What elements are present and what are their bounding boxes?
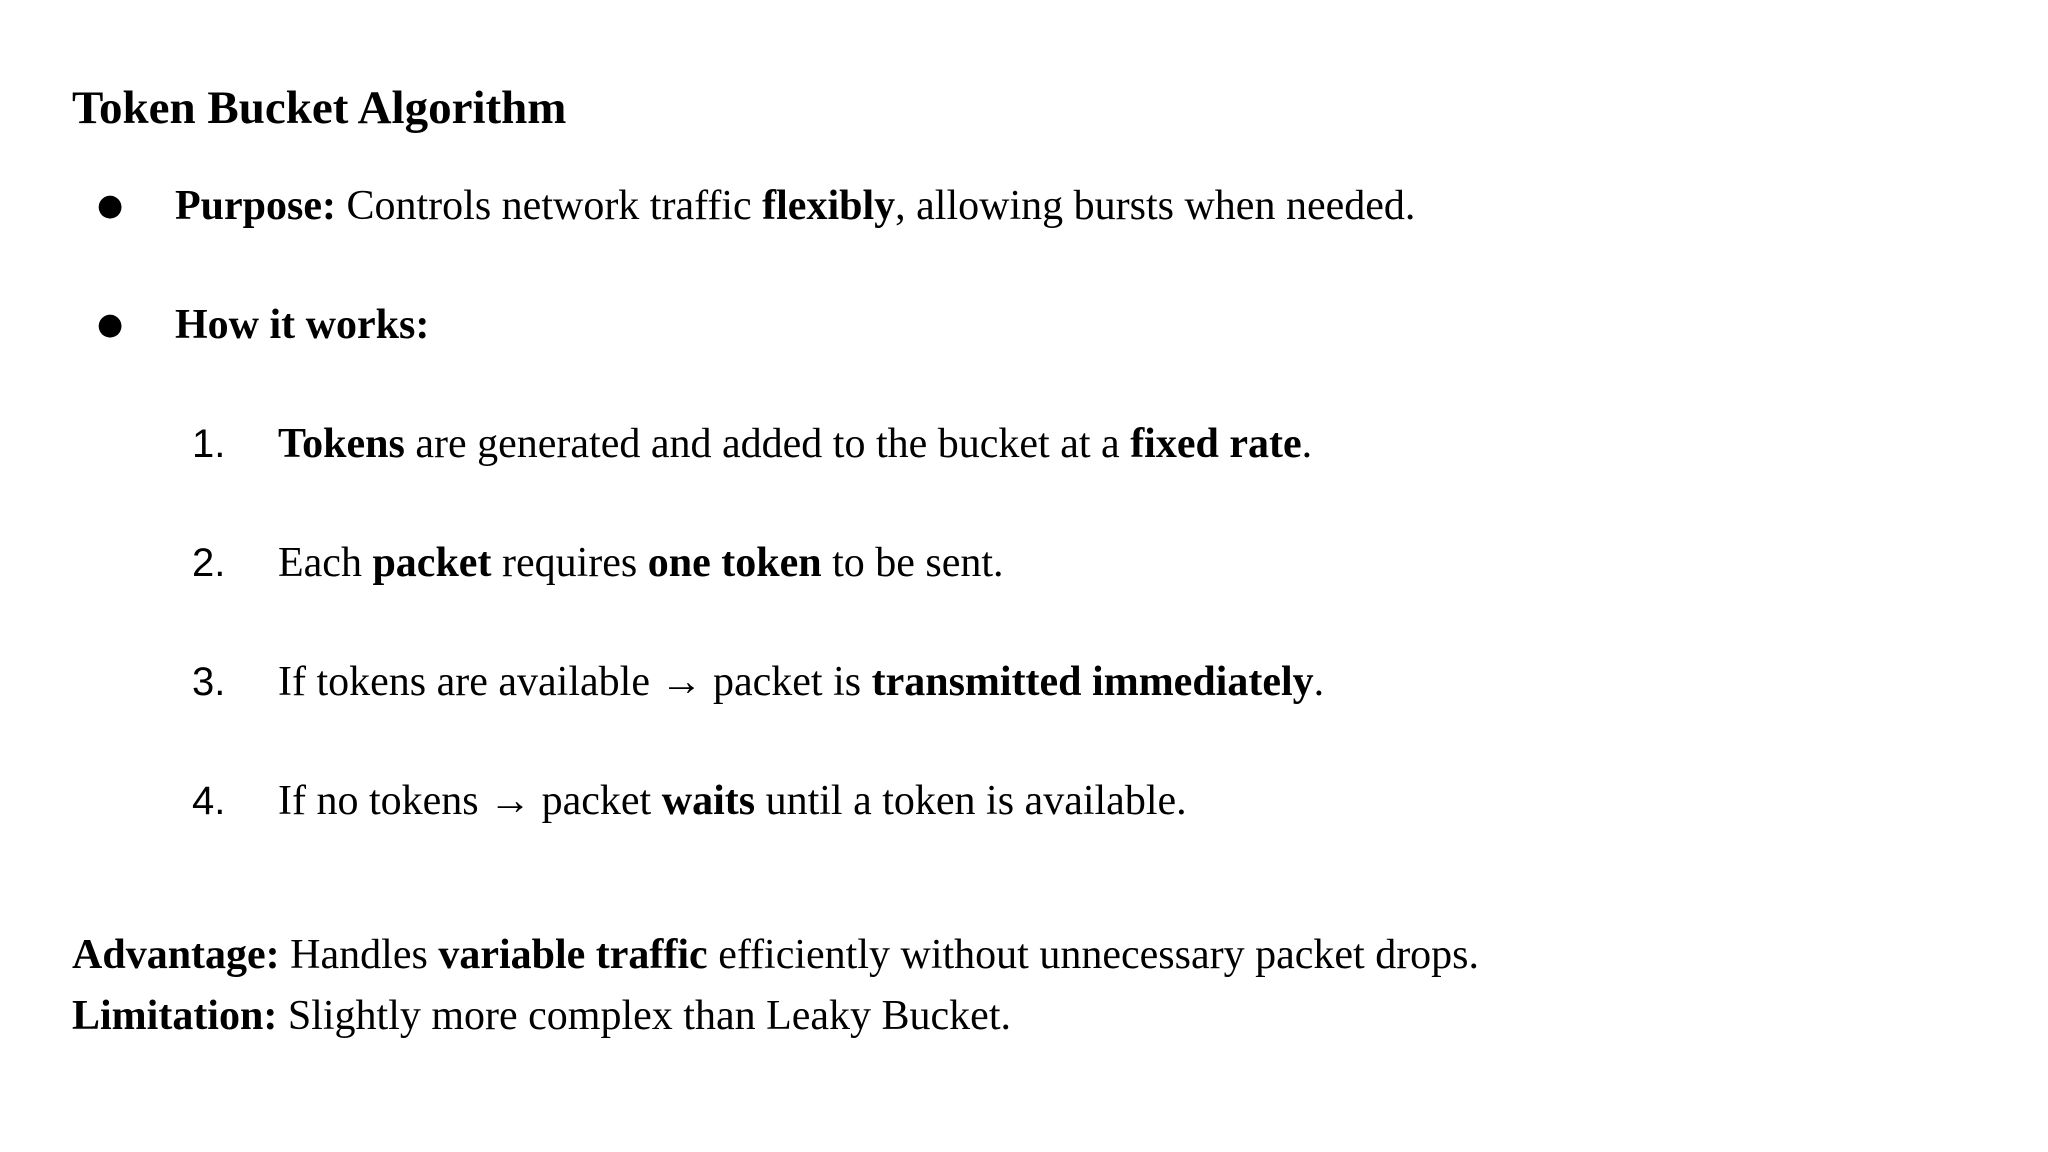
limitation-label: Limitation: (72, 993, 278, 1039)
advantage-label: Advantage: (72, 932, 280, 978)
purpose-text-b: , allowing bursts when needed. (895, 183, 1416, 229)
step4-text-a: until a token is available. (755, 778, 1187, 824)
step-number: 1. (192, 422, 226, 466)
step4-text-pre: If no tokens → packet (278, 778, 662, 824)
advantage-line (72, 928, 1479, 982)
purpose-label: Purpose: (175, 183, 336, 229)
purpose-text (175, 179, 1415, 233)
page-title: Token Bucket Algorithm (72, 82, 567, 134)
step2-text-a: requires (491, 540, 648, 586)
limitation-text-a: Slightly more complex than Leaky Bucket. (277, 993, 1011, 1039)
step-number: 4. (192, 779, 226, 823)
step2-bold-one-token: one token (647, 540, 822, 586)
step3-text-a: . (1313, 659, 1325, 705)
step2-text-pre: Each (278, 540, 373, 586)
step1-text-a: are generated and added to the bucket at a (404, 421, 1131, 467)
step1-text-b: . (1301, 421, 1313, 467)
step-text (278, 536, 1004, 590)
step3-bold-transmitted: transmitted immediately (871, 659, 1314, 705)
advantage-bold-variable-traffic: variable traffic (438, 932, 708, 978)
step-number: 2. (192, 541, 226, 585)
bullet-dot-icon: ● (97, 188, 124, 223)
step2-text-b: to be sent. (821, 540, 1004, 586)
step1-bold-tokens: Tokens (278, 421, 405, 467)
how-it-works-label: How it works: (175, 302, 430, 348)
step-text (278, 655, 1324, 709)
bullet-dot-icon: ● (97, 307, 124, 342)
step-text (278, 774, 1187, 828)
step2-bold-packet: packet (372, 540, 492, 586)
purpose-text-a: Controls network traffic (336, 183, 763, 229)
advantage-text-b: efficiently without unnecessary packet drops. (707, 932, 1480, 978)
step1-bold-fixed-rate: fixed rate (1130, 421, 1302, 467)
advantage-text-a: Handles (279, 932, 439, 978)
step-number: 3. (192, 660, 226, 704)
purpose-bold-flexibly: flexibly (762, 183, 896, 229)
step3-text-pre: If tokens are available → packet is (278, 659, 872, 705)
step4-bold-waits: waits (661, 778, 756, 824)
limitation-line (72, 989, 1011, 1043)
step-text (278, 417, 1312, 471)
